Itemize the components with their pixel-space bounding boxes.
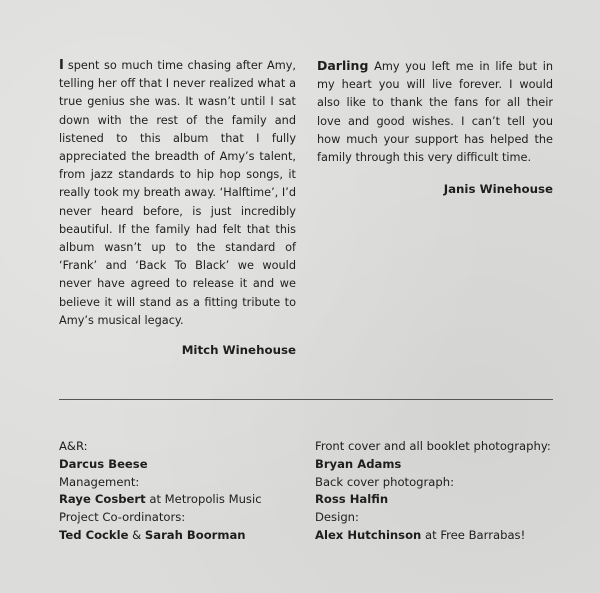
credit-role-management: Management: <box>59 474 140 489</box>
credit-role-back-cover: Back cover photograph: <box>315 474 455 489</box>
janis-note-lead: Darling <box>317 58 369 73</box>
mitch-note-lead: I <box>59 58 64 73</box>
credit-name-design: Alex Hutchinson <box>315 527 422 542</box>
mitch-note <box>59 57 296 330</box>
janis-signature: Janis Winehouse <box>443 182 553 196</box>
credit-name-coordinator-2: Sarah Boorman <box>144 527 246 542</box>
credits-left <box>59 438 299 545</box>
credit-line-coordinators <box>59 527 299 545</box>
mitch-note-body: spent so much time chasing after Amy, telling her off that I never realized what a true genius she was. It wasn’t until I sat down with the rest of the family and listened to this album that I fully appreciated the breadth of Amy’s talent, from jazz standards to hip hop songs, it really took my breath away. ‘Halftime’, I’d never heard before, is just incredibly beautiful. If the family had felt that this album wasn’t up to the standard of ‘Frank’ and ‘Back To Black’ we would never have agreed to release it and we believe it will stand as a fitting tribute to Amy’s musical legacy. <box>59 59 296 327</box>
credits-right <box>315 438 560 545</box>
credit-role-coordinators: Project Co-ordinators: <box>59 510 186 525</box>
credit-name-back-cover: Ross Halfin <box>315 492 389 507</box>
credit-line-management <box>59 491 299 509</box>
credit-suffix-management: at Metropolis Music <box>145 492 262 507</box>
credit-line-design <box>315 527 560 545</box>
mitch-signature: Mitch Winehouse <box>181 343 296 357</box>
credit-name-management: Raye Cosbert <box>59 492 146 507</box>
credit-joiner-coordinators: & <box>128 527 145 542</box>
credit-role-design: Design: <box>315 510 359 525</box>
credit-name-front-cover: Bryan Adams <box>315 456 402 471</box>
credit-name-coordinator-1: Ted Cockle <box>59 527 129 542</box>
credit-suffix-design: at Free Barrabas! <box>421 527 526 542</box>
janis-note-body: Amy you left me in life but in my heart you will live forever. I would also like to thank the fans for all their love and good wishes. I can’t tell you how much your support has helped the family through this very difficult time. <box>317 60 553 165</box>
janis-note <box>317 57 553 167</box>
credit-name-ar: Darcus Beese <box>59 456 148 471</box>
divider-line <box>59 399 553 400</box>
credit-role-ar: A&R: <box>59 439 88 453</box>
credit-role-front-cover: Front cover and all booklet photography: <box>315 439 551 453</box>
